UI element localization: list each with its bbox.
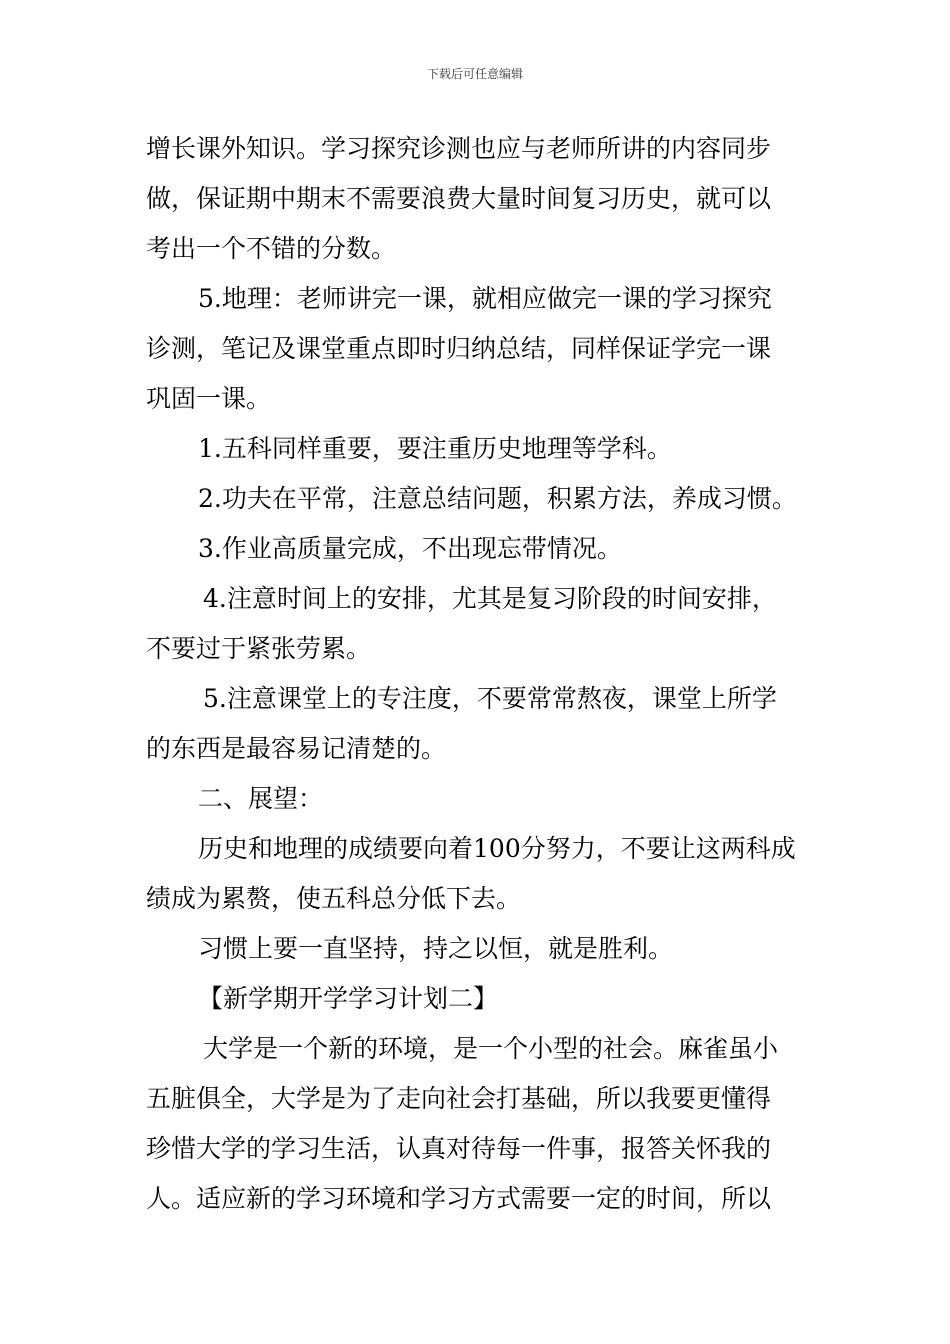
body-line: 考出一个不错的分数。 — [146, 234, 397, 263]
section-title-plan-two: 【新学期开学学习计划二】 — [198, 984, 499, 1013]
body-line: 诊测，笔记及课堂重点即时归纳总结，同样保证学完一课 — [146, 334, 772, 363]
page-header: 下载后可任意编辑 — [426, 67, 523, 81]
body-line: 的东西是最容易记清楚的。 — [146, 734, 447, 763]
body-line: 做，保证期中期末不需要浪费大量时间复习历史，就可以 — [146, 184, 772, 213]
list-item: 5.注意课堂上的专注度，不要常常熬夜，课堂上所学 — [203, 684, 777, 713]
body-line: 人。适应新的学习环境和学习方式需要一定的时间，所以 — [146, 1184, 772, 1213]
paragraph-start: 习惯上要一直坚持，持之以恒，就是胜利。 — [198, 934, 674, 963]
body-line: 巩固一课。 — [146, 384, 272, 413]
list-item: 4.注意时间上的安排，尤其是复习阶段的时间安排， — [203, 584, 777, 613]
body-line: 珍惜大学的学习生活，认真对待每一件事，报答关怀我的 — [146, 1134, 772, 1163]
list-item: 1.五科同样重要，要注重历史地理等学科。 — [198, 434, 672, 463]
list-item-geography: 5.地理：老师讲完一课，就相应做完一课的学习探究 — [198, 284, 772, 313]
list-item: 3.作业高质量完成，不出现忘带情况。 — [198, 534, 622, 563]
document-body — [146, 124, 810, 1224]
body-line: 绩成为累赘，使五科总分低下去。 — [146, 884, 522, 913]
paragraph-start: 大学是一个新的环境，是一个小型的社会。麻雀虽小 — [203, 1034, 779, 1063]
body-line: 不要过于紧张劳累。 — [146, 634, 372, 663]
body-line: 五脏俱全，大学是为了走向社会打基础，所以我要更懂得 — [146, 1084, 772, 1113]
paragraph-start: 历史和地理的成绩要向着100分努力，不要让这两科成 — [198, 834, 796, 863]
body-line: 增长课外知识。学习探究诊测也应与老师所讲的内容同步 — [146, 134, 772, 163]
list-item: 2.功夫在平常，注意总结问题，积累方法，养成习惯。 — [198, 484, 797, 513]
section-heading-outlook: 二、展望： — [198, 784, 324, 813]
